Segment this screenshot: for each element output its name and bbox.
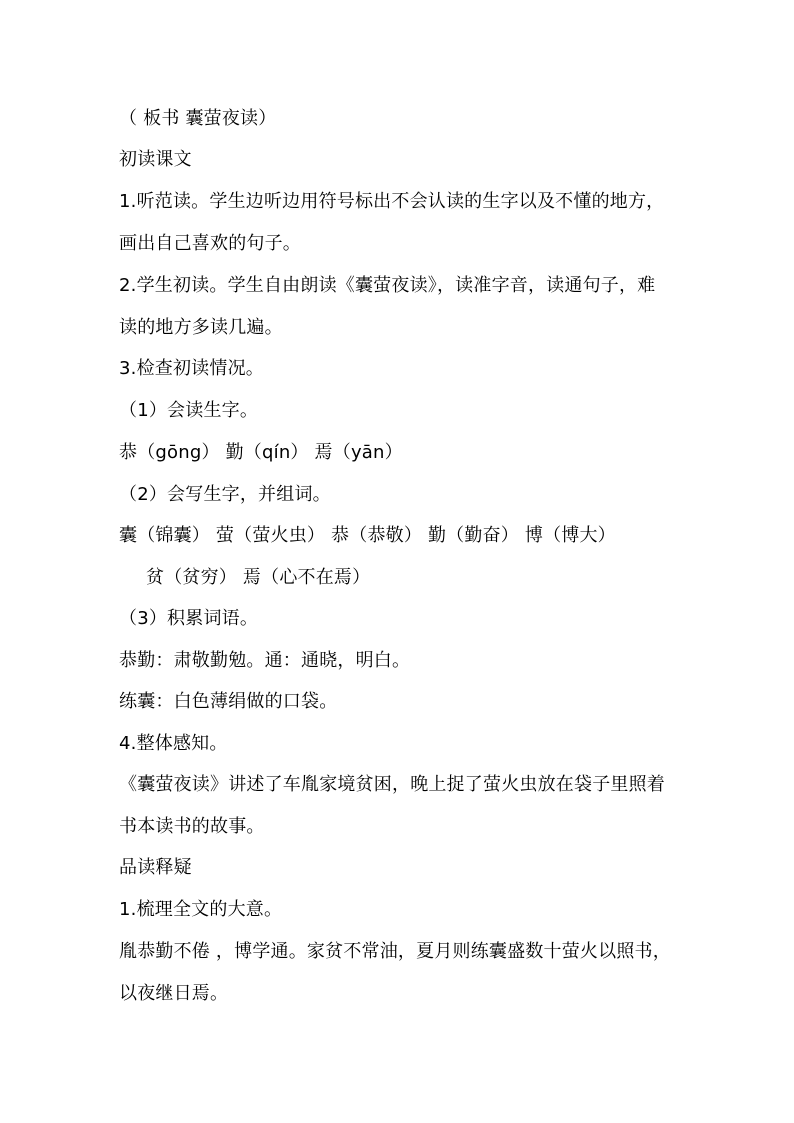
vocabulary-line: 练囊：白色薄绢做的口袋。 [119,691,338,712]
paragraph-line: 3.检查初读情况。 [119,358,264,379]
paragraph-line: 《囊萤夜读》讲述了车胤家境贫困，晚上捉了萤火虫放在袋子里照着 [119,774,665,795]
vocabulary-line: 恭勤：肃敬勤勉。通：通晓，明白。 [119,650,411,671]
paragraph-line: （3）积累词语。 [119,608,259,629]
paragraph-line: （1）会读生字。 [119,400,259,421]
word-group-line: 贫（贫穷） 焉（心不在焉） [146,567,371,588]
paragraph-line: 1.听范读。学生边听边用符号标出不会认读的生字以及不懂的地方， [119,191,665,212]
classical-text-line: 以夜继日焉。 [119,983,229,1004]
classical-text-line: 胤恭勤不倦 ，博学通。家贫不常油，夏月则练囊盛数十萤火以照书， [119,941,671,962]
paragraph-line: 读的地方多读几遍。 [119,317,283,338]
paragraph-line: 书本读书的故事。 [119,816,265,837]
section-heading-first-reading: 初读课文 [119,149,192,170]
paragraph-line: 1.梳理全文的大意。 [119,899,283,920]
paragraph-line: （2）会写生字，并组词。 [119,484,331,505]
pinyin-line: 恭（gōng） 勤（qín） 焉（yān） [119,442,403,463]
word-group-line: 囊（锦囊） 萤（萤火虫） 恭（恭敬） 勤（勤奋） 博（博大） [119,525,616,546]
section-heading-close-reading: 品读释疑 [119,857,192,878]
paragraph-line: 画出自己喜欢的句子。 [119,233,301,254]
paragraph-line: 2.学生初读。学生自由朗读《囊萤夜读》，读准字音，读通句子，难 [119,275,656,296]
paragraph-line: 4.整体感知。 [119,733,228,754]
board-note: （ 板书 囊萤夜读） [119,108,277,129]
